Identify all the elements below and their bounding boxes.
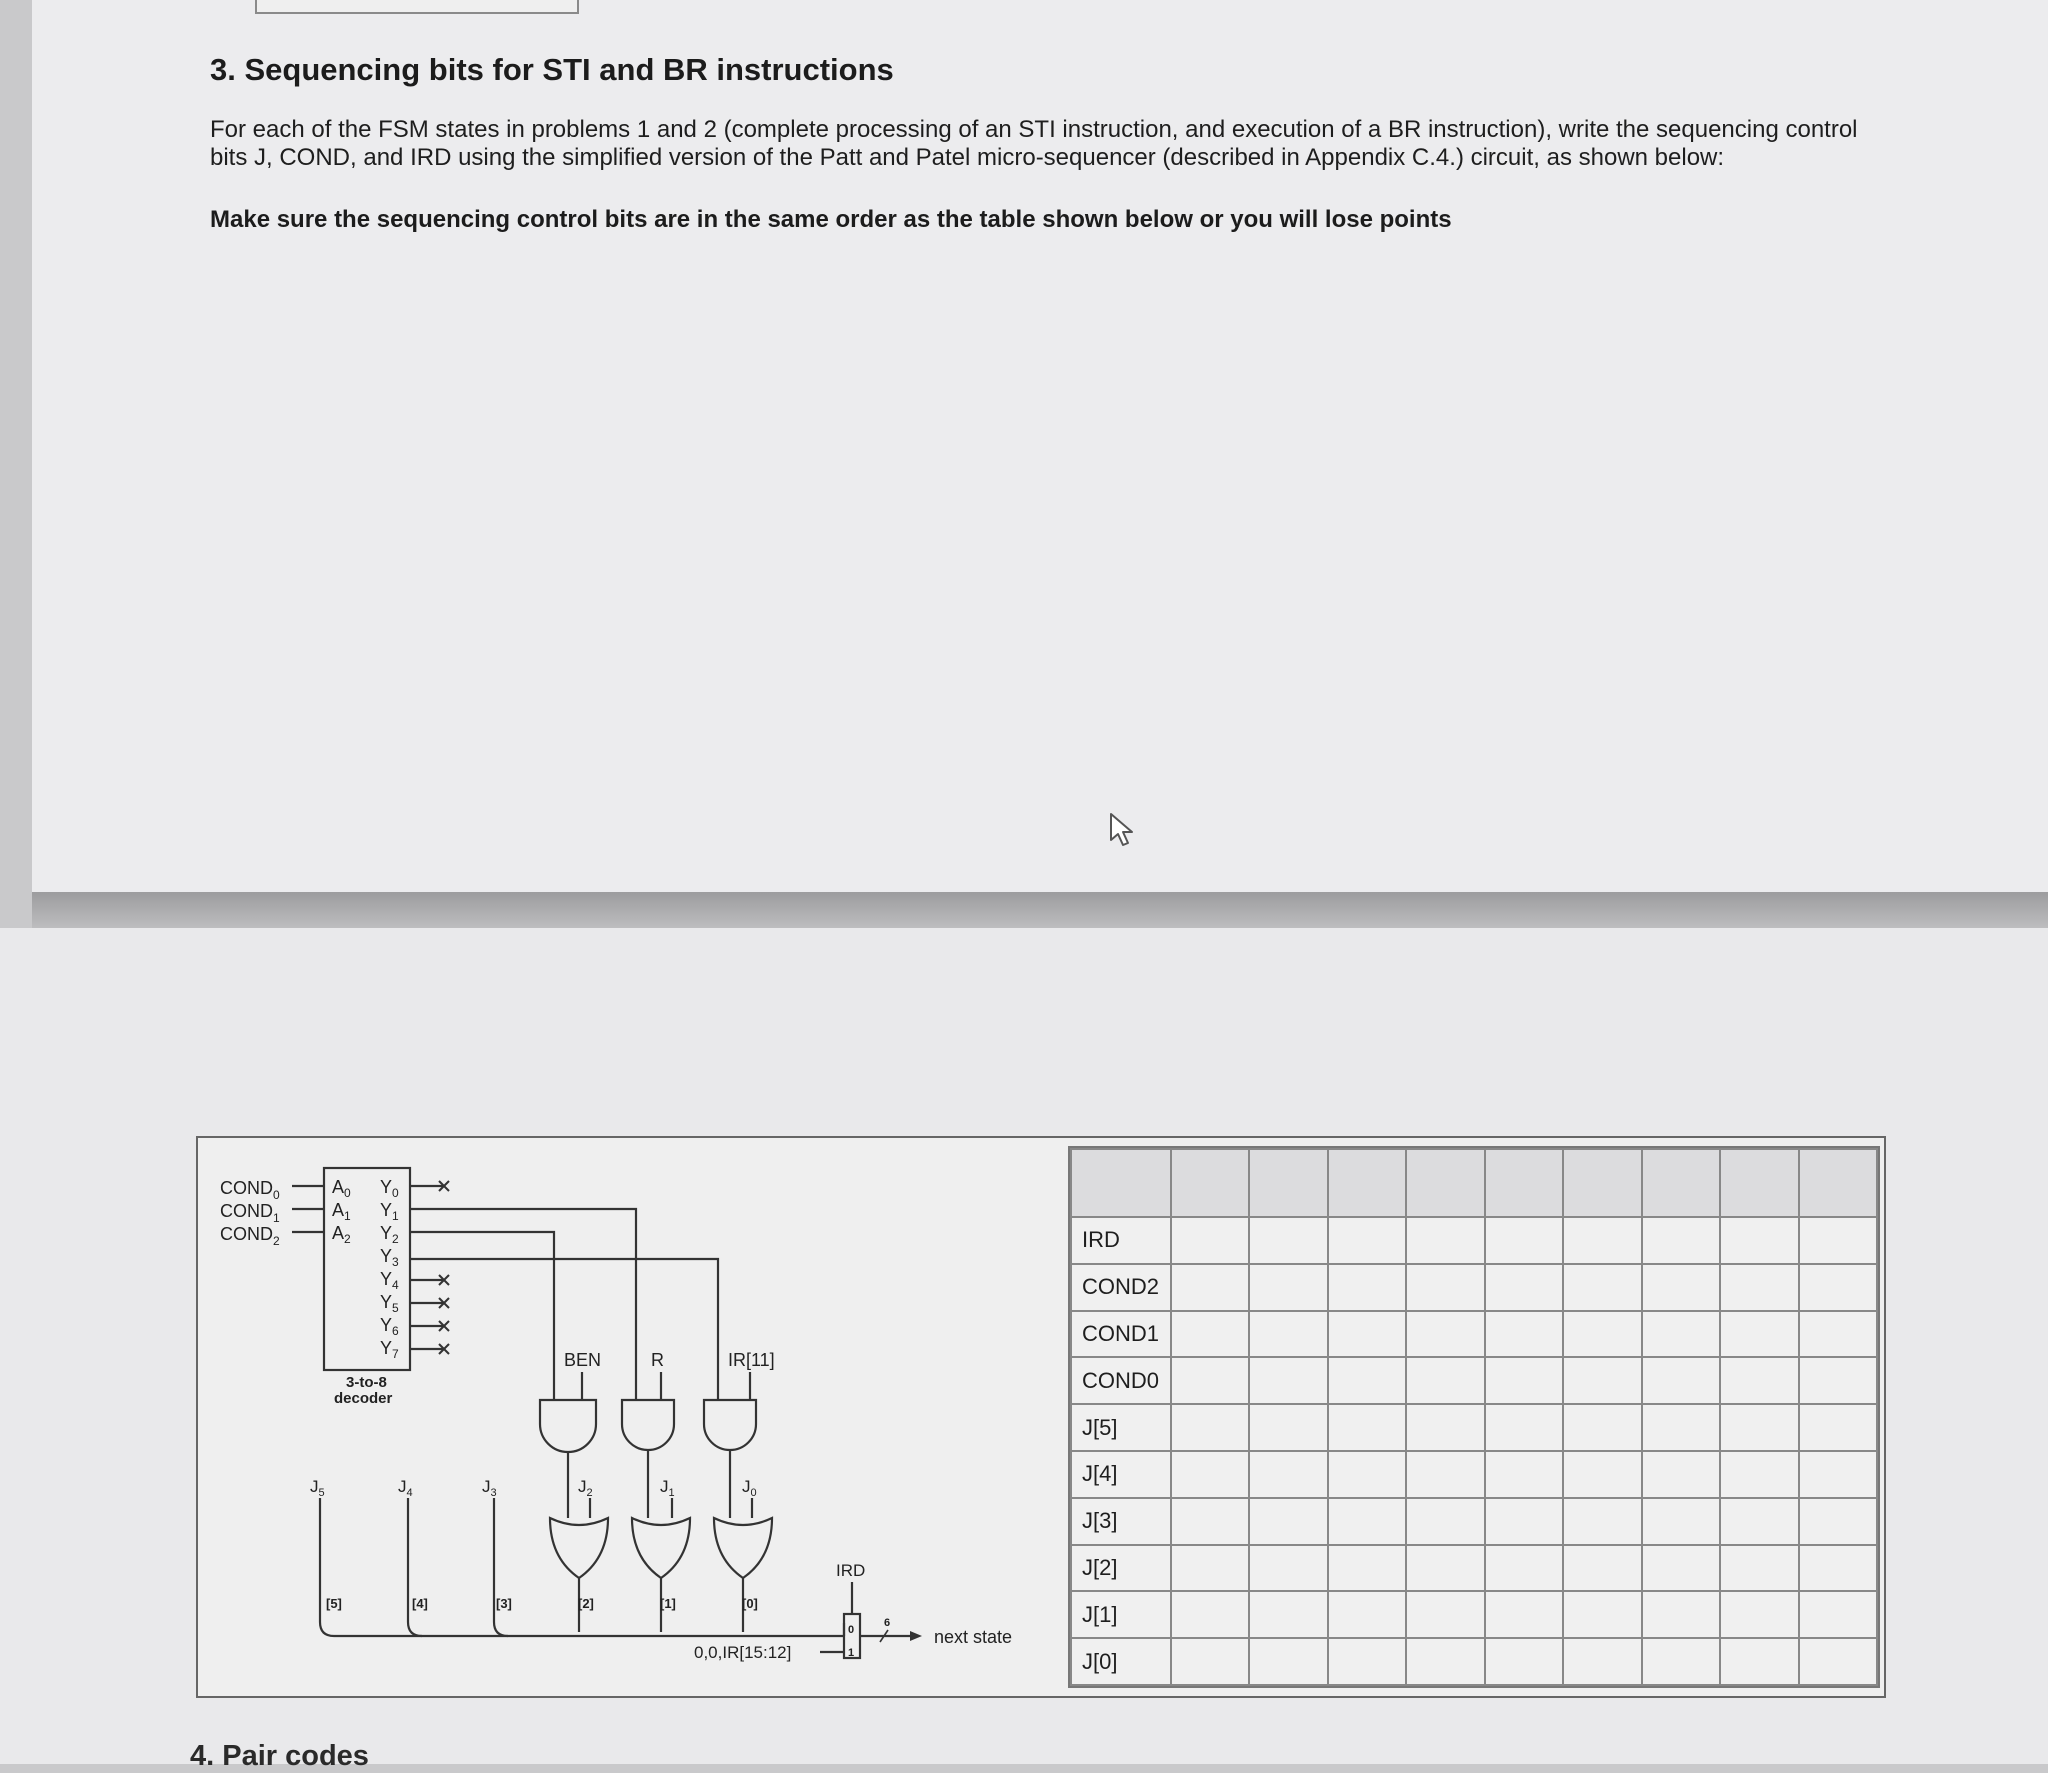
table-cell[interactable] (1171, 1357, 1249, 1404)
table-cell[interactable] (1249, 1149, 1327, 1217)
table-cell[interactable] (1485, 1545, 1563, 1592)
table-cell[interactable] (1328, 1264, 1406, 1311)
row-label: J[3] (1071, 1498, 1171, 1545)
table-cell[interactable] (1485, 1404, 1563, 1451)
table-row (1071, 1217, 1877, 1264)
decoder-output-y3: $Y_3$ (380, 1246, 399, 1269)
table-cell[interactable] (1249, 1357, 1327, 1404)
table-cell[interactable] (1563, 1591, 1641, 1638)
table-cell[interactable] (1720, 1149, 1798, 1217)
decoder-input-a0: $A_0$ (332, 1177, 351, 1200)
table-cell[interactable] (1249, 1451, 1327, 1498)
table-cell[interactable] (1720, 1311, 1798, 1358)
mux-input-1: 1 (848, 1647, 855, 1659)
bit4-label: [4] (412, 1596, 428, 1611)
table-cell[interactable] (1406, 1217, 1484, 1264)
table-cell[interactable] (1485, 1357, 1563, 1404)
table-cell[interactable] (1642, 1311, 1720, 1358)
table-cell[interactable] (1642, 1357, 1720, 1404)
table-cell[interactable] (1328, 1498, 1406, 1545)
table-cell[interactable] (1249, 1404, 1327, 1451)
row-label: COND0 (1071, 1357, 1171, 1404)
table-cell[interactable] (1406, 1591, 1484, 1638)
table-cell[interactable] (1171, 1311, 1249, 1358)
instructions-text: For each of the FSM states in problems 1 and 2 (complete processing of an STI instruction, and execution of a BR instruction), write the sequencing control bits J, COND, and IRD using the simplified version of the Patt and Patel micro-sequencer (described in Appendix C.4.) circuit, as shown below: (210, 116, 1858, 171)
table-cell[interactable] (1406, 1149, 1484, 1217)
decoder-input-a2: $A_2$ (332, 1223, 351, 1246)
table-row (1071, 1591, 1877, 1638)
warning-text: Make sure the sequencing control bits are in the same order as the table shown below or you will lose points (210, 206, 1452, 233)
cond0-input-label: $COND_0$ (220, 1178, 280, 1202)
table-cell[interactable] (1485, 1311, 1563, 1358)
previous-table-edge (255, 0, 579, 14)
j0-label: $J_0$ (742, 1477, 757, 1499)
table-cell[interactable] (1563, 1451, 1641, 1498)
table-row (1071, 1545, 1877, 1592)
mux-input-label: 0,0,IR[15:12] (694, 1643, 792, 1662)
table-cell[interactable] (1720, 1357, 1798, 1404)
decoder-output-y0: $Y_0$ (380, 1177, 399, 1200)
table-cell[interactable] (1249, 1217, 1327, 1264)
table-cell[interactable] (1799, 1451, 1878, 1498)
table-cell[interactable] (1171, 1591, 1249, 1638)
table-cell[interactable] (1563, 1545, 1641, 1592)
table-cell[interactable] (1406, 1545, 1484, 1592)
bit2-label: [2] (578, 1596, 594, 1611)
decoder-label-2: decoder (334, 1390, 393, 1407)
table-cell[interactable] (1799, 1217, 1878, 1264)
table-cell[interactable] (1328, 1357, 1406, 1404)
bus-width-label: 6 (884, 1617, 891, 1629)
table-cell[interactable] (1249, 1498, 1327, 1545)
table-cell[interactable] (1328, 1451, 1406, 1498)
table-cell[interactable] (1642, 1149, 1720, 1217)
table-cell[interactable] (1406, 1451, 1484, 1498)
table-cell[interactable] (1328, 1217, 1406, 1264)
table-cell[interactable] (1249, 1545, 1327, 1592)
table-cell[interactable] (1328, 1149, 1406, 1217)
table-cell[interactable] (1563, 1498, 1641, 1545)
table-cell[interactable] (1720, 1404, 1798, 1451)
table-cell[interactable] (1485, 1149, 1563, 1217)
table-cell[interactable] (1406, 1311, 1484, 1358)
table-cell[interactable] (1720, 1451, 1798, 1498)
table-cell[interactable] (1642, 1545, 1720, 1592)
table-cell[interactable] (1563, 1217, 1641, 1264)
decoder-output-y4: $Y_4$ (380, 1269, 399, 1292)
decoder-output-y1: $Y_1$ (380, 1200, 399, 1223)
table-cell[interactable] (1328, 1591, 1406, 1638)
table-cell[interactable] (1563, 1638, 1641, 1685)
table-cell[interactable] (1720, 1498, 1798, 1545)
table-cell[interactable] (1171, 1451, 1249, 1498)
table-cell[interactable] (1406, 1498, 1484, 1545)
table-cell[interactable] (1799, 1498, 1878, 1545)
table-cell[interactable] (1249, 1591, 1327, 1638)
table-cell[interactable] (1642, 1638, 1720, 1685)
cond2-input-label: $COND_2$ (220, 1224, 280, 1248)
table-cell[interactable] (1328, 1545, 1406, 1592)
decoder-output-y5: $Y_5$ (380, 1292, 399, 1315)
table-row (1071, 1498, 1877, 1545)
table-cell[interactable] (1171, 1638, 1249, 1685)
control-table (1070, 1148, 1878, 1686)
table-cell[interactable] (1799, 1545, 1878, 1592)
bit0-label: [0] (742, 1596, 758, 1611)
table-cell[interactable] (1720, 1264, 1798, 1311)
table-cell[interactable] (1799, 1311, 1878, 1358)
row-label: J[1] (1071, 1591, 1171, 1638)
table-header-row (1071, 1149, 1877, 1217)
table-cell[interactable] (1328, 1404, 1406, 1451)
table-cell[interactable] (1249, 1638, 1327, 1685)
row-label: COND1 (1071, 1311, 1171, 1358)
row-label: J[2] (1071, 1545, 1171, 1592)
table-cell[interactable] (1249, 1311, 1327, 1358)
cond1-input-label: $COND_1$ (220, 1201, 280, 1225)
j2-label: $J_2$ (578, 1477, 593, 1499)
table-cell[interactable] (1171, 1545, 1249, 1592)
table-cell[interactable] (1642, 1404, 1720, 1451)
table-row (1071, 1264, 1877, 1311)
microsequencer-circuit (198, 1138, 1058, 1690)
decoder-output-y7: $Y_7$ (380, 1338, 399, 1361)
bit1-label: [1] (660, 1596, 676, 1611)
table-row (1071, 1311, 1877, 1358)
table-cell[interactable] (1406, 1264, 1484, 1311)
table-cell[interactable] (1642, 1498, 1720, 1545)
section-title: 3. Sequencing bits for STI and BR instructions (210, 52, 894, 87)
table-cell[interactable] (1485, 1638, 1563, 1685)
mouse-pointer-icon (1108, 812, 1136, 848)
table-cell[interactable] (1485, 1591, 1563, 1638)
row-label: IRD (1071, 1217, 1171, 1264)
j5-label: $J_5$ (310, 1477, 325, 1499)
table-cell[interactable] (1563, 1357, 1641, 1404)
table-corner-cell (1071, 1149, 1171, 1217)
table-cell[interactable] (1642, 1451, 1720, 1498)
row-label: J[4] (1071, 1451, 1171, 1498)
ir11-signal-label: IR[11] (728, 1350, 775, 1370)
table-cell[interactable] (1485, 1264, 1563, 1311)
j4-label: $J_4$ (398, 1477, 413, 1499)
table-cell[interactable] (1563, 1404, 1641, 1451)
table-cell[interactable] (1799, 1591, 1878, 1638)
table-cell[interactable] (1171, 1404, 1249, 1451)
table-cell[interactable] (1406, 1404, 1484, 1451)
table-cell[interactable] (1799, 1638, 1878, 1685)
table-cell[interactable] (1799, 1149, 1878, 1217)
table-cell[interactable] (1720, 1591, 1798, 1638)
table-cell[interactable] (1720, 1638, 1798, 1685)
next-section-title: 4. Pair codes (190, 1740, 369, 1772)
row-label: J[0] (1071, 1638, 1171, 1685)
table-cell[interactable] (1171, 1217, 1249, 1264)
table-cell[interactable] (1642, 1217, 1720, 1264)
table-cell[interactable] (1799, 1404, 1878, 1451)
table-cell[interactable] (1563, 1149, 1641, 1217)
table-cell[interactable] (1563, 1311, 1641, 1358)
j3-label: $J_3$ (482, 1477, 497, 1499)
decoder-output-y2: $Y_2$ (380, 1223, 399, 1246)
table-cell[interactable] (1406, 1357, 1484, 1404)
decoder-output-y6: $Y_6$ (380, 1315, 399, 1338)
table-cell[interactable] (1720, 1217, 1798, 1264)
j1-label: $J_1$ (660, 1477, 675, 1499)
ird-label: IRD (836, 1561, 866, 1580)
row-label: J[5] (1071, 1404, 1171, 1451)
decoder-input-a1: $A_1$ (332, 1200, 351, 1223)
table-cell[interactable] (1485, 1498, 1563, 1545)
table-cell[interactable] (1799, 1357, 1878, 1404)
table-cell[interactable] (1328, 1311, 1406, 1358)
page-divider (32, 892, 2048, 928)
table-cell[interactable] (1642, 1264, 1720, 1311)
table-cell[interactable] (1485, 1451, 1563, 1498)
bit5-label: [5] (326, 1596, 342, 1611)
table-cell[interactable] (1485, 1217, 1563, 1264)
table-row (1071, 1638, 1877, 1685)
table-row (1071, 1404, 1877, 1451)
row-label: COND2 (1071, 1264, 1171, 1311)
table-row (1071, 1451, 1877, 1498)
table-cell[interactable] (1328, 1638, 1406, 1685)
r-signal-label: R (651, 1350, 664, 1370)
mux-input-0: 0 (848, 1624, 855, 1636)
sequencing-bits-table (1068, 1146, 1880, 1688)
table-cell[interactable] (1642, 1591, 1720, 1638)
table-cell[interactable] (1171, 1498, 1249, 1545)
table-cell[interactable] (1406, 1638, 1484, 1685)
bit3-label: [3] (496, 1596, 512, 1611)
table-cell[interactable] (1171, 1264, 1249, 1311)
decoder-label: 3-to-8 (346, 1374, 387, 1391)
table-cell[interactable] (1799, 1264, 1878, 1311)
next-state-label: next state (934, 1627, 1013, 1647)
table-cell[interactable] (1563, 1264, 1641, 1311)
table-cell[interactable] (1249, 1264, 1327, 1311)
table-cell[interactable] (1720, 1545, 1798, 1592)
table-row (1071, 1357, 1877, 1404)
ben-signal-label: BEN (564, 1350, 602, 1370)
table-cell[interactable] (1171, 1149, 1249, 1217)
